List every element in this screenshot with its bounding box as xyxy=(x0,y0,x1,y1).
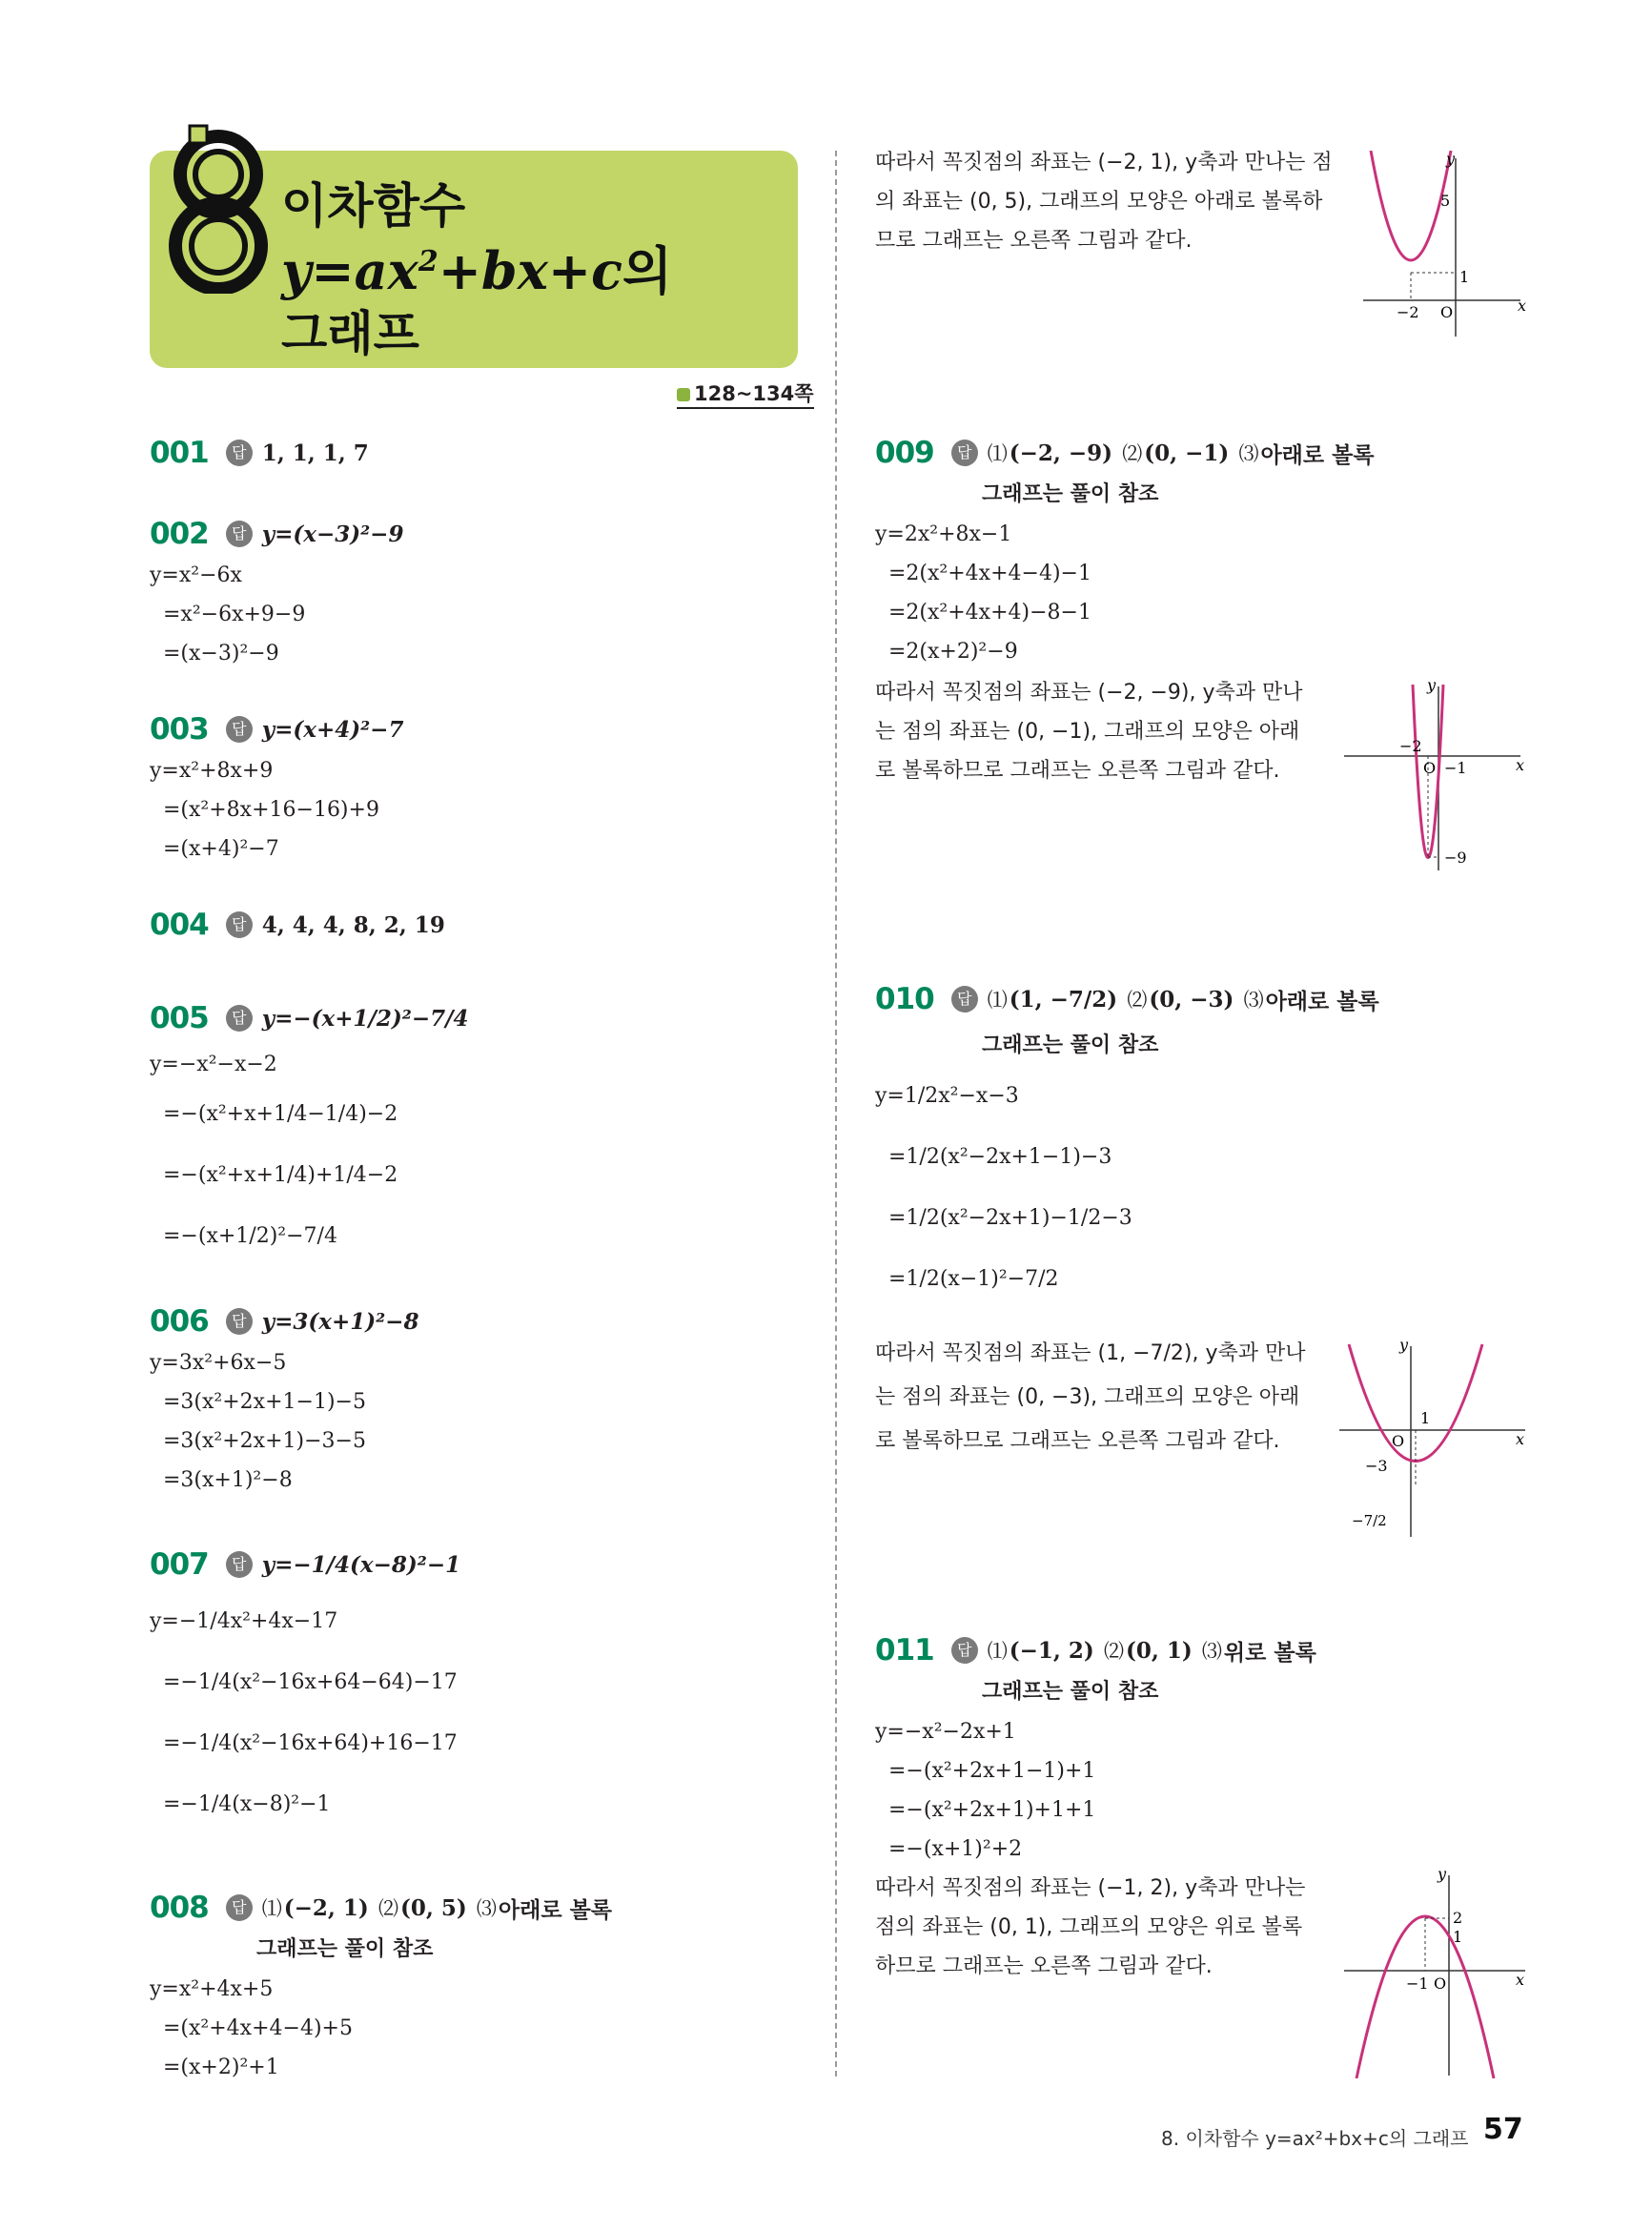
solution-line: =x²−6x+9−9 xyxy=(163,603,306,626)
sub-label: ⑶ xyxy=(1201,1640,1222,1663)
solution-line: =−(x+1)²+2 xyxy=(888,1837,1023,1861)
problem-010 xyxy=(875,972,1561,1310)
answer: 1, 1, 1, 7 xyxy=(261,440,369,466)
chapter-title-line2: $y=ax^2+bx+c$의 xyxy=(281,240,673,301)
graph-tick-label: 5 xyxy=(1440,192,1451,210)
problem-011-explanation: 따라서 꼭짓점의 좌표는 (−1, 2), y축과 만나는 점의 좌표는 (0, 1), 그래프의 모양은 위로 볼록하므로 그래프는 오른쪽 그림과 같다. xyxy=(875,1876,1306,1978)
solution-line: y=2x²+8x−1 xyxy=(875,522,1012,546)
solution-line: =−(x²+x+1/4−1/4)−2 xyxy=(163,1102,398,1126)
chapter-title-line1: 이차함수 xyxy=(281,178,466,234)
sub-label: ⑴ xyxy=(261,1897,282,1920)
answer-note: 그래프는 풀이 참조 xyxy=(982,1033,1159,1057)
sub-label: ⑵ xyxy=(377,1897,398,1920)
problem-011 xyxy=(875,1628,1561,1869)
sub-label: ⑴ xyxy=(987,989,1008,1012)
graph-tick-label: −2 xyxy=(1397,303,1419,321)
answer-note: 그래프는 풀이 참조 xyxy=(982,482,1159,506)
answer: (0, 1) xyxy=(1125,1637,1193,1664)
problem-number: 001 xyxy=(150,436,209,470)
problem-009-explanation: 따라서 꼭짓점의 좌표는 (−2, −9), y축과 만나는 점의 좌표는 (0, −1), 그래프의 모양은 아래로 볼록하므로 그래프는 오른쪽 그림과 같다. xyxy=(875,681,1303,783)
answer: 위로 볼록 xyxy=(1223,1640,1316,1666)
solution-line: =2(x+2)²−9 xyxy=(888,640,1018,664)
problem-007 xyxy=(150,1538,836,1835)
answer-marker-icon: 답 xyxy=(951,1637,978,1664)
graph-origin-label: O xyxy=(1440,303,1454,321)
answer: 4, 4, 4, 8, 2, 19 xyxy=(261,911,445,938)
solution-line: =(x+2)²+1 xyxy=(163,2056,279,2079)
solution-line: =(x²+4x+4−4)+5 xyxy=(163,2016,353,2040)
solution-line: y=1/2x²−x−3 xyxy=(875,1084,1019,1108)
solution-line: =−(x+1/2)²−7/4 xyxy=(163,1224,337,1248)
problem-number: 006 xyxy=(150,1304,209,1339)
graph-tick-label: −3 xyxy=(1365,1457,1388,1475)
graph-y-label: y xyxy=(1438,1865,1447,1883)
answer: (−2, −9) xyxy=(1009,440,1113,466)
solution-line: y=x²−6x xyxy=(150,563,242,587)
solution-line: =2(x²+4x+4)−8−1 xyxy=(888,601,1091,624)
solution-line: =−(x²+2x+1)+1+1 xyxy=(888,1798,1096,1822)
solution-line: =−1/4(x−8)²−1 xyxy=(163,1792,331,1816)
sub-label: ⑴ xyxy=(987,442,1008,465)
page-number: 57 xyxy=(1483,2113,1523,2146)
graph-x-label: x xyxy=(1516,756,1525,774)
solution-line: =(x²+8x+16−16)+9 xyxy=(163,798,379,822)
answer: 아래로 볼록 xyxy=(498,1897,613,1923)
solution-line: =(x+4)²−7 xyxy=(163,837,279,861)
answer-marker-icon: 답 xyxy=(951,440,978,466)
problem-002 xyxy=(150,512,836,673)
answer: (−2, 1) xyxy=(283,1894,369,1921)
problem-number: 003 xyxy=(150,712,209,747)
problem-number: 011 xyxy=(875,1633,934,1667)
answer-marker-icon: 답 xyxy=(226,1894,253,1921)
solution-line: =3(x+1)²−8 xyxy=(163,1468,293,1492)
problem-number: 004 xyxy=(150,908,209,942)
answer-note: 그래프는 풀이 참조 xyxy=(256,1937,434,1961)
book-icon xyxy=(677,388,690,401)
solution-line: =−(x²+x+1/4)+1/4−2 xyxy=(163,1163,398,1187)
chapter-title-box xyxy=(150,151,798,368)
answer-marker-icon: 답 xyxy=(951,986,978,1013)
problem-010-explanation: 따라서 꼭짓점의 좌표는 (1, −7/2), y축과 만나는 점의 좌표는 (0, −3), 그래프의 모양은 아래로 볼록하므로 그래프는 오른쪽 그림과 같다. xyxy=(875,1341,1306,1453)
solution-line: y=−x²−x−2 xyxy=(150,1053,277,1076)
graph-tick-label: 2 xyxy=(1453,1909,1463,1927)
problem-005 xyxy=(150,992,836,1267)
problem-004 xyxy=(150,903,836,947)
graph-y-label: y xyxy=(1427,676,1437,694)
answer: y=−(x+1/2)²−7/4 xyxy=(261,1005,469,1032)
answer-marker-icon: 답 xyxy=(226,1005,253,1032)
solution-line: =−1/4(x²−16x+64−64)−17 xyxy=(163,1670,458,1694)
answer-marker-icon: 답 xyxy=(226,521,253,547)
graph-tick-label: 1 xyxy=(1459,268,1470,286)
solution-line: y=−1/4x²+4x−17 xyxy=(150,1609,338,1633)
problem-008-graph xyxy=(1358,151,1530,341)
graph-x-label: x xyxy=(1516,1430,1525,1448)
problem-number: 007 xyxy=(150,1547,209,1582)
answer: (0, 5) xyxy=(399,1894,467,1921)
problem-number: 009 xyxy=(875,436,934,470)
solution-line: =2(x²+4x+4−4)−1 xyxy=(888,562,1091,585)
solution-line: =1/2(x²−2x+1)−1/2−3 xyxy=(888,1206,1132,1230)
problem-009-graph xyxy=(1339,675,1530,875)
answer: y=3(x+1)²−8 xyxy=(261,1308,419,1335)
solution-line: y=x²+4x+5 xyxy=(150,1977,274,2001)
graph-tick-label: 1 xyxy=(1453,1928,1463,1946)
graph-tick-label: −1 xyxy=(1406,1974,1429,1993)
answer: (0, −3) xyxy=(1149,986,1234,1013)
problem-number: 002 xyxy=(150,517,209,551)
problem-001 xyxy=(150,431,836,475)
graph-y-label: y xyxy=(1399,1336,1409,1354)
solution-line: =3(x²+2x+1−1)−5 xyxy=(163,1390,366,1414)
sub-label: ⑵ xyxy=(1122,442,1143,465)
problem-number: 010 xyxy=(875,982,934,1016)
solution-line: =1/2(x−1)²−7/2 xyxy=(888,1267,1059,1291)
sub-label: ⑶ xyxy=(476,1897,497,1920)
answer: (0, −1) xyxy=(1144,440,1230,466)
answer-note: 그래프는 풀이 참조 xyxy=(982,1680,1159,1704)
solution-line: =(x−3)²−9 xyxy=(163,642,279,665)
graph-tick-label: −2 xyxy=(1399,737,1422,755)
footer-chapter-title: 8. 이차함수 y=ax²+bx+c의 그래프 xyxy=(1161,2127,1469,2150)
answer: 아래로 볼록 xyxy=(1260,442,1375,468)
answer-marker-icon: 답 xyxy=(226,440,253,466)
solution-line: y=x²+8x+9 xyxy=(150,759,274,783)
textbook-page-reference: 128~134쪽 xyxy=(677,378,814,409)
answer-marker-icon: 답 xyxy=(226,1551,253,1578)
answer: (1, −7/2) xyxy=(1009,986,1118,1013)
answer-marker-icon: 답 xyxy=(226,1308,253,1335)
problem-011-graph xyxy=(1339,1864,1530,2078)
answer: y=(x−3)²−9 xyxy=(261,521,404,547)
graph-tick-label: −7/2 xyxy=(1352,1512,1387,1529)
sub-label: ⑶ xyxy=(1243,989,1264,1012)
solution-line: =−(x²+2x+1−1)+1 xyxy=(888,1759,1096,1783)
graph-y-label: y xyxy=(1446,151,1456,168)
answer-marker-icon: 답 xyxy=(226,911,253,938)
problem-003 xyxy=(150,707,836,869)
answer: y=−1/4(x−8)²−1 xyxy=(261,1551,461,1578)
graph-origin-label: O xyxy=(1434,1974,1447,1993)
answer: (−1, 2) xyxy=(1009,1637,1094,1664)
solution-line: y=3x²+6x−5 xyxy=(150,1351,287,1375)
problem-009 xyxy=(875,431,1561,671)
sub-label: ⑴ xyxy=(987,1640,1008,1663)
chapter-8-emblem-icon xyxy=(161,122,285,294)
problem-008-explanation: 따라서 꼭짓점의 좌표는 (−2, 1), y축과 만나는 점의 좌표는 (0, 5), 그래프의 모양은 아래로 볼록하므로 그래프는 오른쪽 그림과 같다. xyxy=(875,151,1333,253)
problem-008 xyxy=(150,1886,836,2087)
graph-x-label: x xyxy=(1518,297,1527,315)
sub-label: ⑵ xyxy=(1103,1640,1124,1663)
graph-tick-label: −1 xyxy=(1444,759,1467,777)
graph-tick-label: 1 xyxy=(1420,1409,1431,1427)
graph-origin-label: O xyxy=(1423,759,1437,777)
solution-line: y=−x²−2x+1 xyxy=(875,1720,1016,1744)
sub-label: ⑵ xyxy=(1127,989,1148,1012)
graph-x-label: x xyxy=(1516,1971,1525,1989)
problem-010-graph xyxy=(1335,1335,1530,1540)
solution-line: =1/2(x²−2x+1−1)−3 xyxy=(888,1145,1112,1169)
solution-line: =3(x²+2x+1)−3−5 xyxy=(163,1429,366,1453)
graph-origin-label: O xyxy=(1392,1432,1405,1450)
sub-label: ⑶ xyxy=(1238,442,1259,465)
chapter-title-line3: 그래프 xyxy=(281,306,419,361)
problem-number: 005 xyxy=(150,1001,209,1035)
solution-line: =−1/4(x²−16x+64)+16−17 xyxy=(163,1731,458,1755)
graph-tick-label: −9 xyxy=(1444,849,1467,867)
problem-number: 008 xyxy=(150,1891,209,1925)
problem-006 xyxy=(150,1299,836,1500)
answer: 아래로 볼록 xyxy=(1265,989,1379,1014)
answer: y=(x+4)²−7 xyxy=(261,716,404,743)
answer-marker-icon: 답 xyxy=(226,716,253,743)
